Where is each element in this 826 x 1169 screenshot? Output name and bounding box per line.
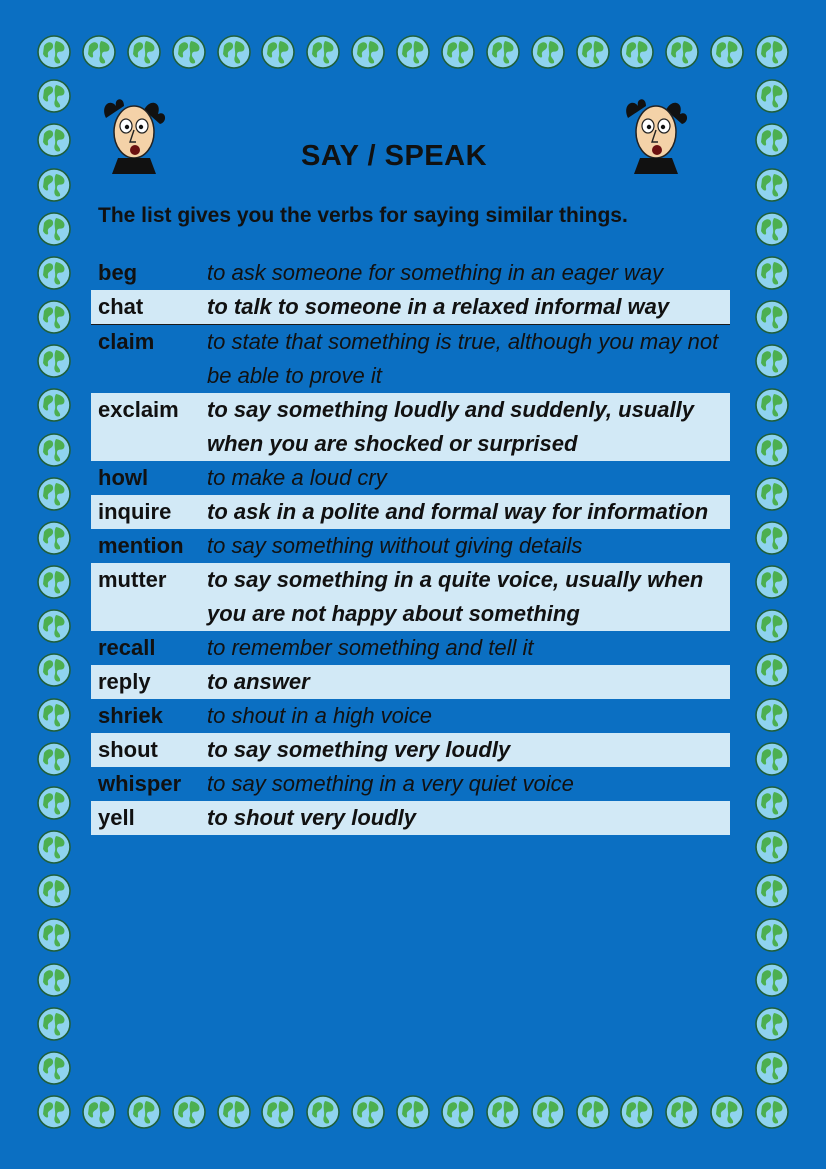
globe-icon — [126, 1094, 162, 1130]
globe-icon — [754, 78, 790, 114]
verb-definition: to say something loudly and suddenly, usually when you are shocked or surprised — [207, 393, 730, 461]
globe-icon — [754, 564, 790, 600]
globe-icon — [81, 34, 117, 70]
globe-icon — [754, 1050, 790, 1086]
globe-icon — [171, 34, 207, 70]
globe-icon — [754, 476, 790, 512]
globe-icon — [36, 608, 72, 644]
globe-icon — [754, 432, 790, 468]
globe-icon — [530, 34, 566, 70]
globe-icon — [171, 1094, 207, 1130]
globe-icon — [485, 34, 521, 70]
globe-icon — [260, 1094, 296, 1130]
globe-icon — [754, 962, 790, 998]
verb-definition: to state that something is true, although you may not be able to prove it — [207, 329, 719, 388]
globe-icon — [36, 917, 72, 953]
vocabulary-table — [91, 256, 730, 835]
globe-icon — [440, 1094, 476, 1130]
globe-icon — [36, 873, 72, 909]
globe-icon — [754, 608, 790, 644]
globe-icon — [619, 1094, 655, 1130]
globe-icon — [305, 1094, 341, 1130]
globe-icon — [754, 785, 790, 821]
globe-icon — [664, 34, 700, 70]
verb-word: shriek — [98, 703, 163, 728]
globe-icon — [754, 343, 790, 379]
globe-icon — [36, 697, 72, 733]
verb-definition: to make a loud cry — [207, 465, 387, 490]
globe-icon — [530, 1094, 566, 1130]
globe-icon — [36, 299, 72, 335]
globe-icon — [754, 299, 790, 335]
table-row — [91, 699, 730, 733]
globe-icon — [754, 387, 790, 423]
verb-word: mutter — [91, 563, 207, 631]
table-row — [91, 324, 730, 393]
globe-icon — [395, 1094, 431, 1130]
globe-icon — [754, 829, 790, 865]
globe-icon — [36, 387, 72, 423]
globe-icon — [709, 1094, 745, 1130]
globe-icon — [440, 34, 476, 70]
table-row — [91, 631, 730, 665]
globe-icon — [350, 34, 386, 70]
table-row — [91, 767, 730, 801]
globe-icon — [619, 34, 655, 70]
globe-icon — [36, 1006, 72, 1042]
verb-definition: to remember something and tell it — [207, 635, 534, 660]
table-row — [91, 529, 730, 563]
globe-icon — [754, 917, 790, 953]
globe-icon — [36, 829, 72, 865]
globe-icon — [395, 34, 431, 70]
verb-definition: to shout in a high voice — [207, 703, 433, 728]
table-row — [91, 733, 730, 767]
globe-icon — [754, 1094, 790, 1130]
globe-icon — [36, 211, 72, 247]
globe-icon — [485, 1094, 521, 1130]
globe-icon — [754, 211, 790, 247]
verb-definition: to say something very loudly — [207, 733, 730, 767]
table-row — [91, 563, 730, 631]
globe-icon — [754, 255, 790, 291]
verb-word: claim — [98, 329, 155, 354]
globe-icon — [216, 34, 252, 70]
globe-icon — [126, 34, 162, 70]
verb-definition: to talk to someone in a relaxed informal way — [207, 290, 730, 324]
verb-definition: to ask someone for something in an eager way — [207, 260, 664, 285]
globe-icon — [754, 697, 790, 733]
globe-icon — [36, 741, 72, 777]
table-row — [91, 256, 730, 290]
globe-icon — [36, 343, 72, 379]
globe-icon — [305, 34, 341, 70]
verb-word: mention — [98, 533, 184, 558]
globe-icon — [36, 1094, 72, 1130]
globe-icon — [36, 476, 72, 512]
globe-icon — [754, 520, 790, 556]
table-row — [91, 665, 730, 699]
globe-icon — [754, 1006, 790, 1042]
verb-definition: to answer — [207, 665, 730, 699]
globe-icon — [36, 78, 72, 114]
globe-icon — [350, 1094, 386, 1130]
globe-icon — [36, 255, 72, 291]
table-row — [91, 290, 730, 324]
verb-definition: to say something in a very quiet voice — [207, 771, 574, 796]
verb-word: inquire — [91, 495, 207, 529]
globe-icon — [36, 1050, 72, 1086]
globe-icon — [754, 34, 790, 70]
verb-definition: to ask in a polite and formal way for information — [207, 495, 730, 529]
globe-icon — [36, 564, 72, 600]
verb-word: exclaim — [91, 393, 207, 461]
globe-icon — [754, 741, 790, 777]
verb-word: recall — [98, 635, 156, 660]
globe-icon — [36, 962, 72, 998]
verb-word: chat — [91, 290, 207, 324]
globe-icon — [260, 34, 296, 70]
table-row — [91, 801, 730, 835]
verb-word: reply — [91, 665, 207, 699]
verb-definition: to shout very loudly — [207, 801, 730, 835]
globe-icon — [709, 34, 745, 70]
globe-icon — [575, 1094, 611, 1130]
verb-word: howl — [98, 465, 149, 490]
globe-icon — [575, 34, 611, 70]
verb-word: beg — [98, 260, 138, 285]
globe-icon — [754, 652, 790, 688]
verb-definition: to say something in a quite voice, usually when you are not happy about something — [207, 563, 730, 631]
globe-icon — [754, 873, 790, 909]
page-subtitle: The list gives you the verbs for saying similar things. — [98, 204, 628, 227]
table-row — [91, 393, 730, 461]
table-row — [91, 495, 730, 529]
globe-icon — [36, 432, 72, 468]
verb-word: yell — [91, 801, 207, 835]
globe-icon — [36, 652, 72, 688]
globe-icon — [36, 520, 72, 556]
page-title: SAY / SPEAK — [300, 140, 488, 172]
verb-word: whisper — [98, 771, 182, 796]
globe-icon — [81, 1094, 117, 1130]
verb-word: shout — [91, 733, 207, 767]
verb-definition: to say something without giving details — [207, 533, 583, 558]
globe-icon — [216, 1094, 252, 1130]
table-row — [91, 461, 730, 495]
globe-icon — [36, 34, 72, 70]
globe-icon — [36, 785, 72, 821]
globe-icon — [664, 1094, 700, 1130]
